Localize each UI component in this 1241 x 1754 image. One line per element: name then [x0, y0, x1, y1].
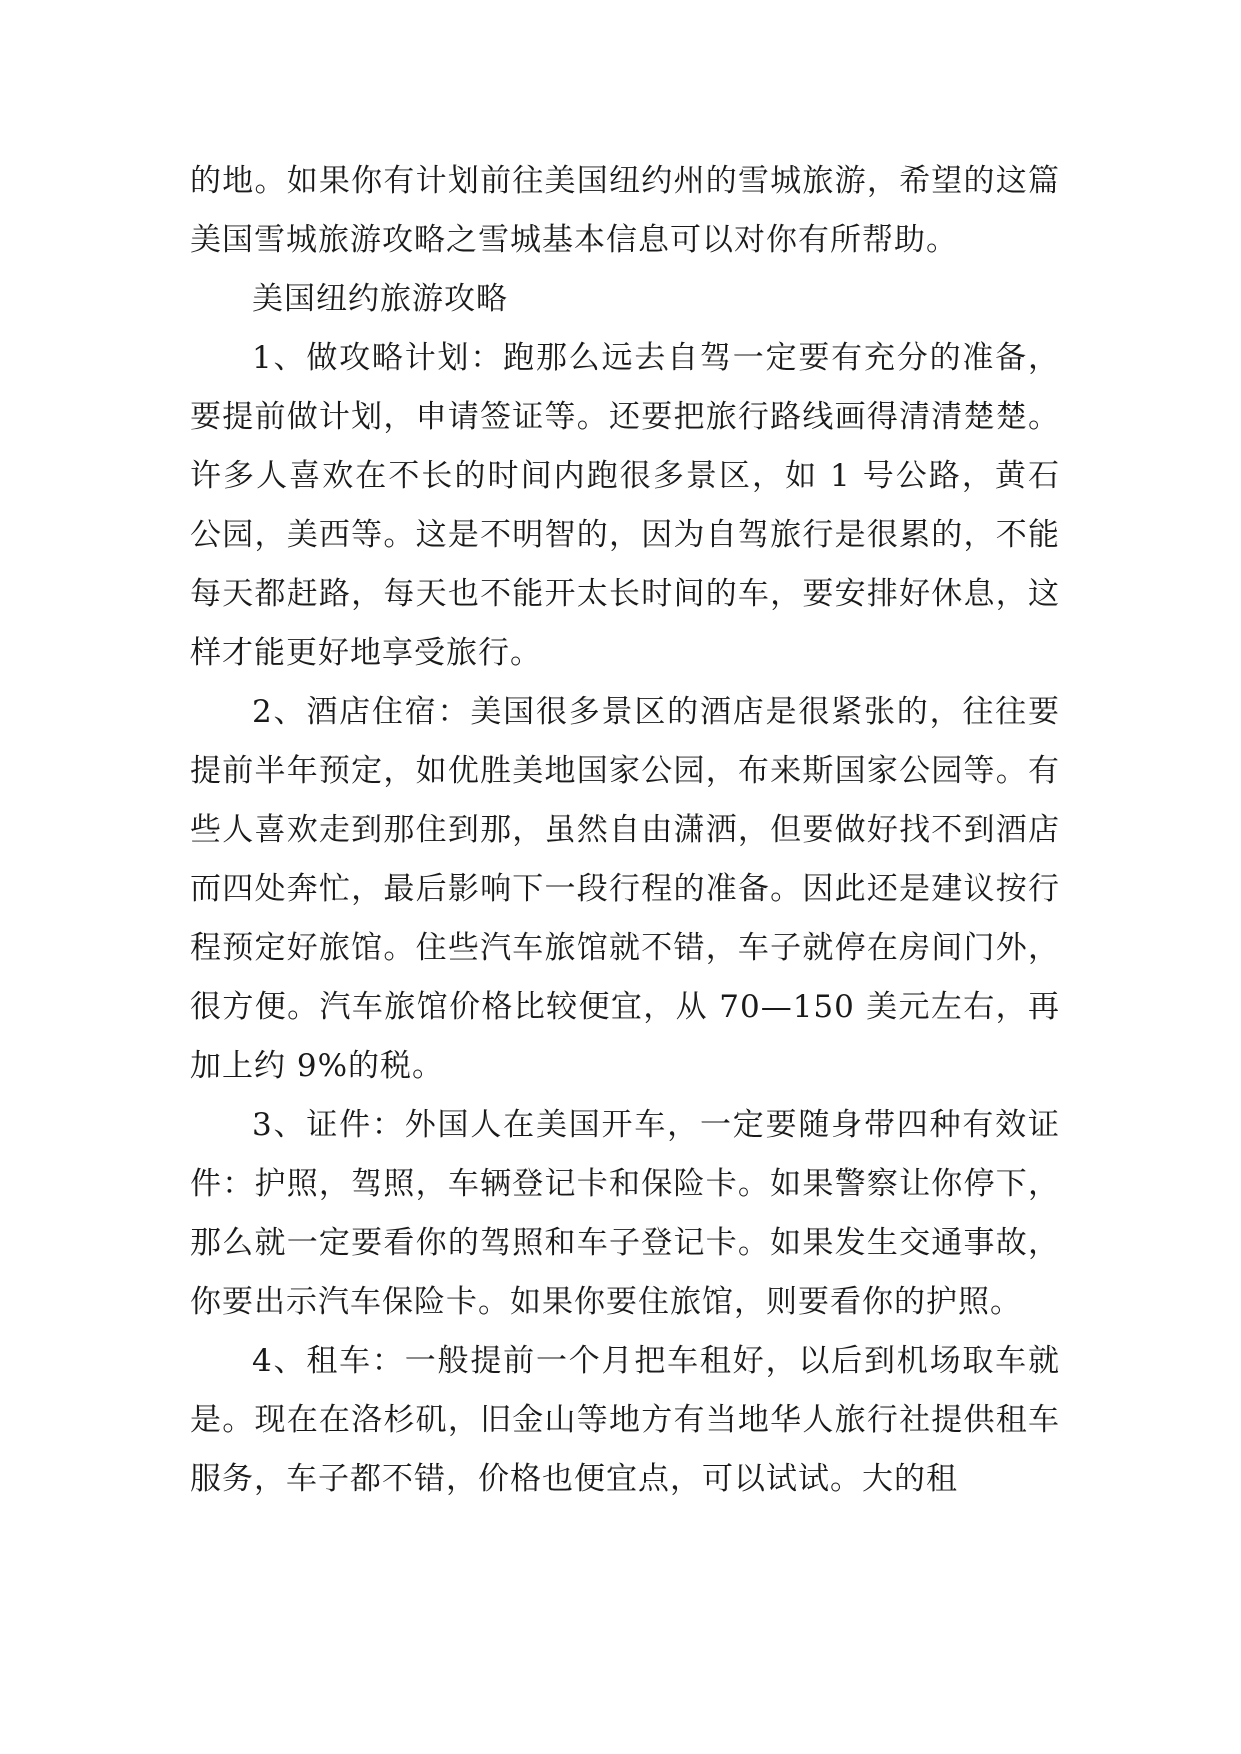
section-heading: 美国纽约旅游攻略 — [252, 281, 508, 317]
paragraph-tip-4: 4、租车：一般提前一个月把车租好，以后到机场取车就是。现在在洛杉矶，旧金山等地方有当地华人旅行社提供租车服务，车子都不错，价格也便宜点，可以试试。大的租 — [190, 1343, 1060, 1497]
paragraph-intro-continuation: 的地。如果你有计划前往美国纽约州的雪城旅游，希望的这篇美国雪城旅游攻略之雪城基本信息可以对你有所帮助。 — [190, 163, 1060, 258]
document-body — [190, 152, 1060, 1509]
paragraph-tip-2: 2、酒店住宿：美国很多景区的酒店是很紧张的，往往要提前半年预定，如优胜美地国家公园，布来斯国家公园等。有些人喜欢走到那住到那，虽然自由潇洒，但要做好找不到酒店而四处奔忙，最后影响下一段行程的准备。因此还是建议按行程预定好旅馆。住些汽车旅馆就不错，车子就停在房间门外，很方便。汽车旅馆价格比较便宜，从 70—150 美元左右，再加上约 9%的税。 — [190, 694, 1060, 1084]
paragraph-tip-3: 3、证件：外国人在美国开车，一定要随身带四种有效证件：护照，驾照，车辆登记卡和保险卡。如果警察让你停下，那么就一定要看你的驾照和车子登记卡。如果发生交通事故，你要出示汽车保险卡。如果你要住旅馆，则要看你的护照。 — [190, 1107, 1060, 1320]
paragraph-tip-1: 1、做攻略计划：跑那么远去自驾一定要有充分的准备，要提前做计划，申请签证等。还要把旅行路线画得清清楚楚。许多人喜欢在不长的时间内跑很多景区，如 1 号公路，黄石公园，美西等。这是不明智的，因为自驾旅行是很累的，不能每天都赶路，每天也不能开太长时间的车，要安排好休息，这样才能更好地享受旅行。 — [190, 340, 1060, 671]
